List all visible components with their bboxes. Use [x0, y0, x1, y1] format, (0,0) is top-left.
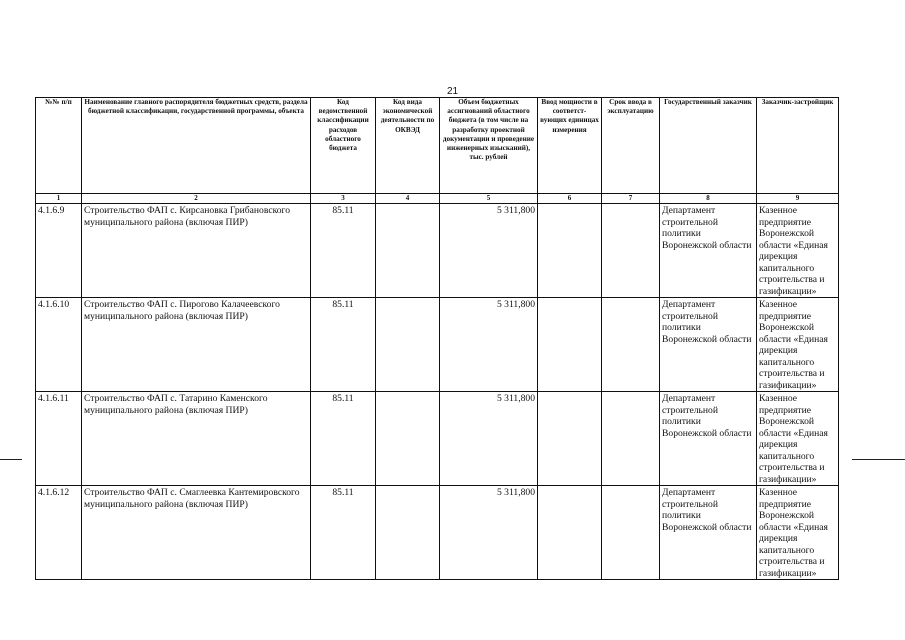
ved-code: 85.11	[311, 298, 376, 392]
object-name: Строительство ФАП с. Пирогово Калачеевского муниципального района (включая ПИР)	[82, 298, 311, 392]
column-number: 4	[376, 194, 440, 204]
header-capacity: Ввод мощности в соответст-вующих единицах измерения	[538, 98, 602, 194]
state-customer: Департамент строительной политики Воронежской области	[660, 486, 757, 580]
row-number: 4.1.6.9	[36, 204, 82, 298]
budget-amount: 5 311,800	[440, 486, 538, 580]
budget-amount: 5 311,800	[440, 204, 538, 298]
header-volume: Объем бюджетных ассигнований областного бюджета (в том числе на разработку проектной документации и проведение инженерных изысканий), тыс. рублей	[440, 98, 538, 194]
table-row	[36, 204, 839, 298]
developer: Казенное предприятие Воронежской области «Единая дирекция капитального строительства и газификации»	[757, 392, 839, 486]
column-number: 8	[660, 194, 757, 204]
okved-code	[376, 392, 440, 486]
table-row	[36, 486, 839, 580]
table-row	[36, 298, 839, 392]
header-customer: Государственный заказчик	[660, 98, 757, 194]
state-customer: Департамент строительной политики Воронежской области	[660, 392, 757, 486]
page-number: 21	[446, 86, 459, 97]
header-num: №№ п/п	[36, 98, 82, 194]
column-number: 6	[538, 194, 602, 204]
column-number-row	[36, 194, 839, 204]
column-number: 7	[602, 194, 660, 204]
ved-code: 85.11	[311, 486, 376, 580]
object-name: Строительство ФАП с. Смаглеевка Кантемировского муниципального района (включая ПИР)	[82, 486, 311, 580]
header-developer: Заказчик-застройщик	[757, 98, 839, 194]
okved-code	[376, 486, 440, 580]
commission-term	[602, 392, 660, 486]
row-number: 4.1.6.12	[36, 486, 82, 580]
capacity	[538, 486, 602, 580]
capacity	[538, 392, 602, 486]
commission-term	[602, 298, 660, 392]
scan-margin-line-right	[852, 459, 905, 460]
developer: Казенное предприятие Воронежской области «Единая дирекция капитального строительства и газификации»	[757, 298, 839, 392]
column-number: 1	[36, 194, 82, 204]
okved-code	[376, 298, 440, 392]
ved-code: 85.11	[311, 204, 376, 298]
ved-code: 85.11	[311, 392, 376, 486]
developer: Казенное предприятие Воронежской области «Единая дирекция капитального строительства и газификации»	[757, 204, 839, 298]
header-term: Срок ввода в эксплуатацию	[602, 98, 660, 194]
row-number: 4.1.6.11	[36, 392, 82, 486]
budget-table	[35, 97, 839, 580]
state-customer: Департамент строительной политики Воронежской области	[660, 204, 757, 298]
header-name: Наименование главного распорядителя бюджетных средств, раздела бюджетной классификации, государственной программы, объекта	[82, 98, 311, 194]
table-row	[36, 392, 839, 486]
header-ved-code: Код ведомственной классификации расходов областного бюджета	[311, 98, 376, 194]
column-number: 9	[757, 194, 839, 204]
okved-code	[376, 204, 440, 298]
state-customer: Департамент строительной политики Воронежской области	[660, 298, 757, 392]
row-number: 4.1.6.10	[36, 298, 82, 392]
column-number: 3	[311, 194, 376, 204]
budget-amount: 5 311,800	[440, 298, 538, 392]
capacity	[538, 204, 602, 298]
commission-term	[602, 486, 660, 580]
scan-margin-line-left	[0, 459, 22, 460]
column-number: 2	[82, 194, 311, 204]
object-name: Строительство ФАП с. Кирсановка Грибановского муниципального района (включая ПИР)	[82, 204, 311, 298]
header-row	[36, 98, 839, 194]
commission-term	[602, 204, 660, 298]
column-number: 5	[440, 194, 538, 204]
object-name: Строительство ФАП с. Татарино Каменского муниципального района (включая ПИР)	[82, 392, 311, 486]
capacity	[538, 298, 602, 392]
budget-amount: 5 311,800	[440, 392, 538, 486]
header-okved: Код вида экономической деятельности по ОКВЭД	[376, 98, 440, 194]
developer: Казенное предприятие Воронежской области «Единая дирекция капитального строительства и газификации»	[757, 486, 839, 580]
